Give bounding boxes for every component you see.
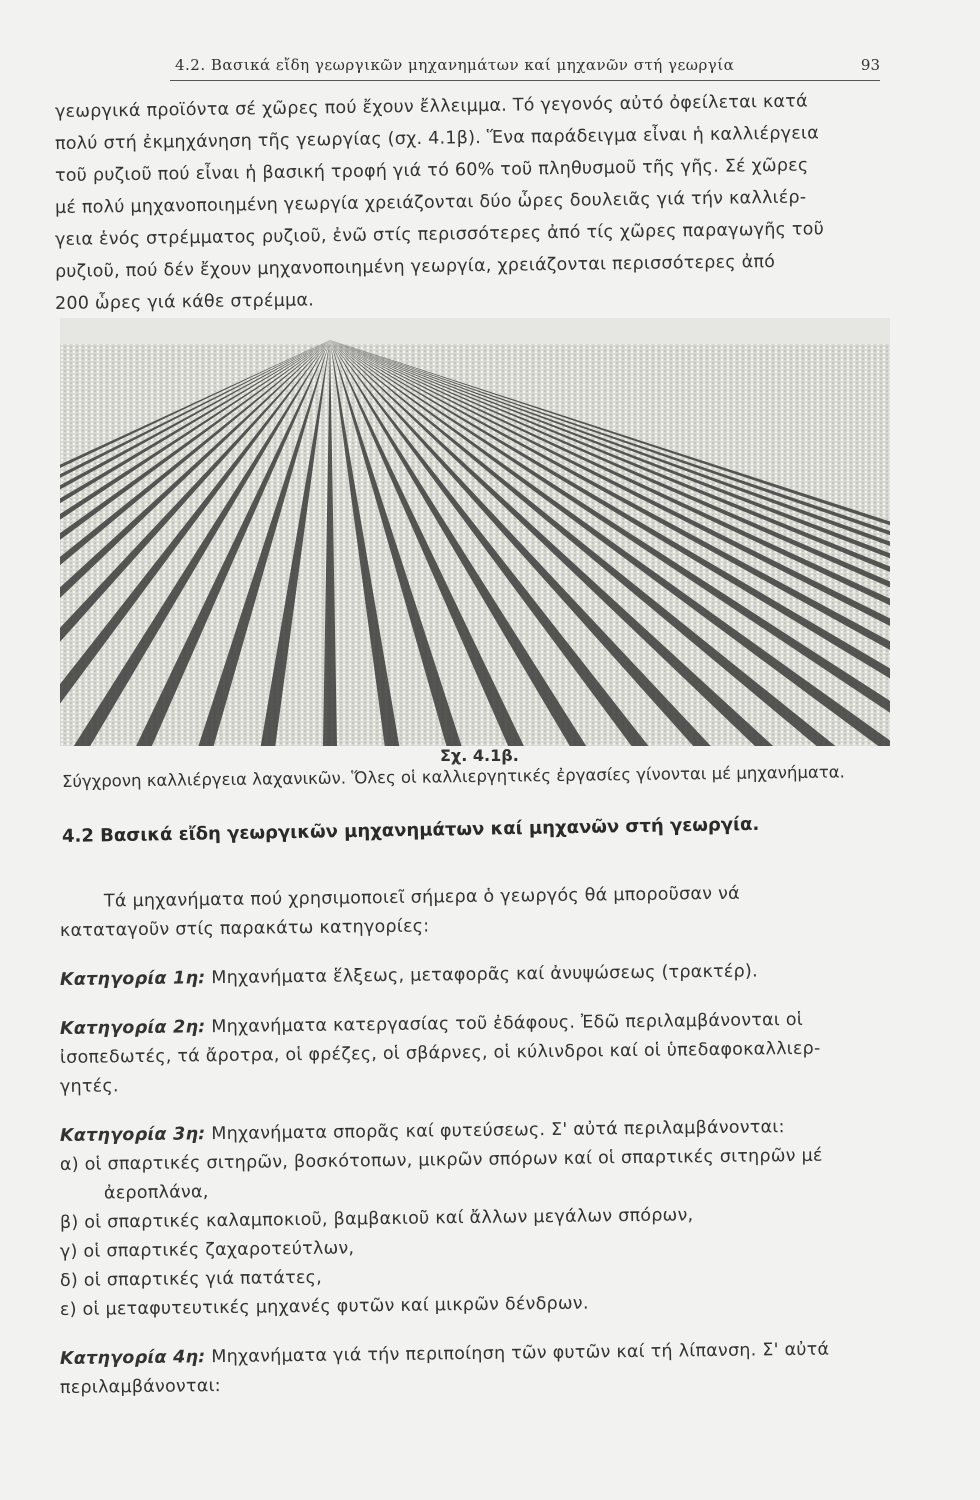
text-line: καταταγοῦν στίς παρακάτω κατηγορίες: xyxy=(59,916,430,941)
text-line: περιλαμβάνονται: xyxy=(59,1376,222,1398)
category-text: Μηχανήματα σπορᾶς καί φυτεύσεως. Σ' αὐτά περιλαμβάνονται: xyxy=(211,1117,785,1145)
category-label: Κατηγορία 2η: xyxy=(59,1017,206,1039)
text-line: μέ πολύ μηχανοποιημένη γεωργία χρειάζονται δύο ὧρες δουλειᾶς γιά τήν καλλιέρ- xyxy=(54,187,807,218)
category-text: Μηχανήματα γιά τήν περιποίηση τῶν φυτῶν καί τή λίπανση. Σ' αὐτά xyxy=(211,1339,830,1368)
list-item: ε) οἱ μεταφυτευτικές μηχανές φυτῶν καί μικρῶν δένδρων. xyxy=(59,1293,589,1320)
text-line: Τά μηχανήματα πού χρησιμοποιεῖ σήμερα ὁ γεωργός θά μποροῦσαν νά xyxy=(103,883,740,912)
intro-paragraph xyxy=(54,91,895,320)
list-item: α) οἱ σπαρτικές σιτηρῶν, βοσκότοπων, μικρῶν σπόρων καί οἱ σπαρτικές σιτηρῶν μέ xyxy=(59,1145,823,1175)
section-intro xyxy=(59,883,920,946)
page-number: 93 xyxy=(860,56,880,74)
figure-label: Σχ. 4.1β. xyxy=(440,746,519,765)
text-line: ἰσοπεδωτές, τά ἄροτρα, οἱ φρέζες, οἱ σβάρνες, οἱ κύλινδροι καί οἱ ὑπεδαφοκαλλιερ- xyxy=(59,1038,821,1068)
text-line: τοῦ ρυζιοῦ πού εἶναι ἡ βασική τροφή γιά τό 60% τοῦ πληθυσμοῦ τῆς γῆς. Σέ χῶρες xyxy=(54,155,809,186)
figure-caption: Σύγχρονη καλλιέργεια λαχανικῶν. Ὅλες οἱ καλλιεργητικές ἐργασίες γίνονται μέ μηχανήματα. xyxy=(61,762,845,791)
category-label: Κατηγορία 1η: xyxy=(59,968,206,990)
running-header xyxy=(170,54,880,81)
category-text: Μηχανήματα κατεργασίας τοῦ ἐδάφους. Ἐδῶ περιλαμβάνονται οἱ xyxy=(211,1009,804,1038)
list-item: γ) οἱ σπαρτικές ζαχαροτεύτλων, xyxy=(59,1238,355,1262)
category-1 xyxy=(59,961,920,995)
text-line: 200 ὧρες γιά κάθε στρέμμα. xyxy=(54,290,315,314)
category-4 xyxy=(59,1339,920,1403)
category-label: Κατηγορία 4η: xyxy=(59,1347,206,1369)
section-heading: 4.2 Βασικά εἴδη γεωργικῶν μηχανημάτων καί μηχανῶν στή γεωργία. xyxy=(61,813,760,847)
text-line: γεωργικά προϊόντα σέ χῶρες πού ἔχουν ἔλλειμμα. Τό γεγονός αὐτό ὀφείλεται κατά xyxy=(54,91,808,122)
field-photo xyxy=(60,318,890,746)
text-line: πολύ στή ἐκμηχάνηση τῆς γεωργίας (σχ. 4.1β). Ἕνα παράδειγμα εἶναι ἡ καλλιέργεια xyxy=(54,123,820,154)
text-line: ρυζιοῦ, πού δέν ἔχουν μηχανοποιημένη γεωργία, χρειάζονται περισσότερες ἀπό xyxy=(54,251,776,282)
list-item-continuation: ἀεροπλάνα, xyxy=(103,1182,209,1204)
sky xyxy=(60,318,890,346)
category-label: Κατηγορία 3η: xyxy=(59,1124,206,1146)
category-text: Μηχανήματα ἕλξεως, μεταφορᾶς καί ἀνυψώσεως (τρακτέρ). xyxy=(211,961,758,989)
category-3 xyxy=(59,1117,920,1325)
category-2 xyxy=(59,1009,920,1102)
list-item: δ) οἱ σπαρτικές γιά πατάτες, xyxy=(59,1267,323,1291)
text-line: γητές. xyxy=(59,1076,119,1097)
list-item: β) οἱ σπαρτικές καλαμποκιοῦ, βαμβακιοῦ καί ἄλλων μεγάλων σπόρων, xyxy=(59,1205,694,1233)
section-body xyxy=(59,883,920,1423)
running-title: 4.2. Βασικά εἴδη γεωργικῶν μηχανημάτων καί μηχανῶν στή γεωργία xyxy=(175,56,735,74)
text-line: γεια ἑνός στρέμματος ρυζιοῦ, ἐνῶ στίς περισσότερες ἀπό τίς χῶρες παραγωγῆς τοῦ xyxy=(54,219,825,250)
